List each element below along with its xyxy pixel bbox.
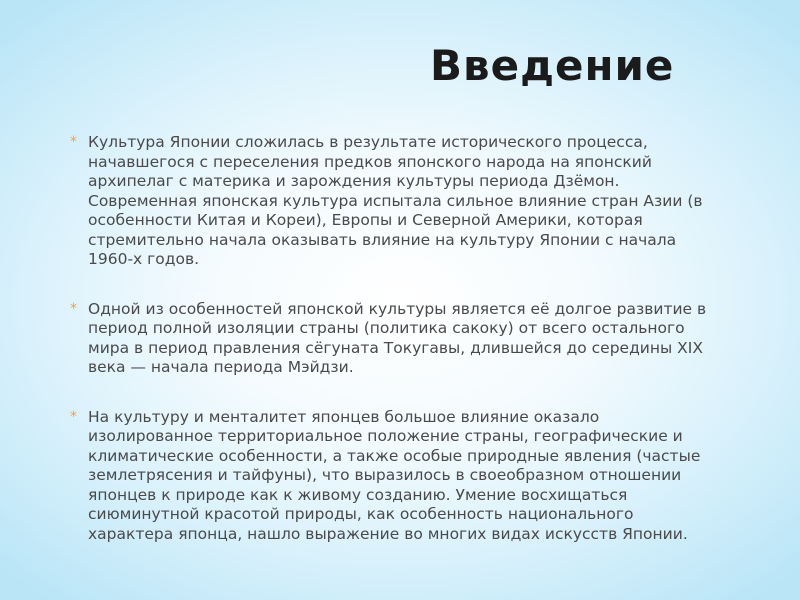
bullet-text-3: На культуру и менталитет японцев большое влияние оказало изолированное территориальное положение страны, географические и климатические особенности, а также особые природные явления (частые землетрясения и тайфуны), что выразилось в своеобразном отношении японцев к природе как к живому созданию. Умение восхищаться сиюминутной красотой природы, как особенность национального характера японца, нашло выражение во многих видах искусств Японии. <box>88 407 701 543</box>
bullet-text-2: Одной из особенностей японской культуры является её долгое развитие в период полной изоляции страны (политика сакоку) от всего остального мира в период правления сёгуната Токугавы, длившейся до середины XIX века — начала периода Мэйдзи. <box>88 299 707 376</box>
bullet-item-2 <box>70 300 710 378</box>
bullet-marker-icon: * <box>70 408 77 425</box>
bullet-marker-icon: * <box>70 134 77 150</box>
bullet-marker-icon: * <box>70 300 77 317</box>
bullet-item-3 <box>70 408 710 545</box>
bullet-item-1 <box>70 133 710 270</box>
bullet-list <box>70 133 710 574</box>
slide-title: Введение <box>430 41 675 90</box>
bullet-text-1: Культура Японии сложилась в результате исторического процесса, начавшегося с переселения предков японского народа на японский архипелаг с материка и зарождения культуры периода Дзёмон. Современная японская культура испытала сильное влияние стран Азии (в особенности Китая и Кореи), Европы и Северной Америки, которая стремительно начала оказывать влияние на культуру Японии с начала 1960-х годов. <box>88 133 703 268</box>
